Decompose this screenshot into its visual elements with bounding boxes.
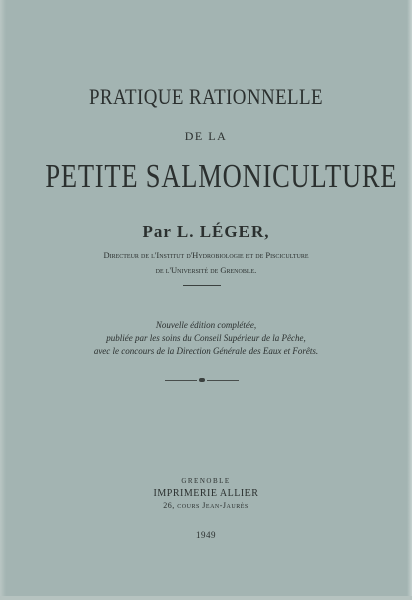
ornament-center-mark bbox=[199, 378, 205, 382]
cover-edge-bottom bbox=[0, 596, 412, 600]
publisher-city: GRENOBLE bbox=[181, 477, 231, 485]
cover-edge-right bbox=[407, 0, 412, 600]
author: Par L. LÉGER, bbox=[142, 222, 270, 241]
ornament-left-rule bbox=[165, 380, 197, 381]
title-line-1: PRATIQUE RATIONNELLE bbox=[88, 84, 324, 109]
edition-line-2: publiée par les soins du Conseil Supérieur de la Pêche, bbox=[106, 333, 306, 343]
ornament-divider bbox=[165, 377, 239, 383]
title-line-3: PETITE SALMONICULTURE bbox=[45, 158, 398, 195]
affiliation-line-1: Directeur de l'Institut d'Hydrobiologie et de Pisciculture bbox=[103, 250, 309, 260]
edition-line-3: avec le concours de la Direction Générale des Eaux et Forêts. bbox=[93, 346, 319, 356]
publisher-address: 26, cours Jean-Jaurès bbox=[163, 501, 249, 510]
divider-rule bbox=[183, 285, 221, 286]
publisher-name: IMPRIMERIE ALLIER bbox=[153, 488, 259, 499]
publication-year: 1949 bbox=[196, 530, 216, 540]
edition-note bbox=[0, 319, 412, 358]
cover-edge-left bbox=[0, 0, 6, 600]
edition-line-1: Nouvelle édition complétée, bbox=[155, 320, 257, 330]
title-line-2: DE LA bbox=[184, 129, 228, 143]
affiliation-line-2: de l'Université de Grenoble. bbox=[155, 265, 257, 275]
author-affiliation bbox=[0, 248, 412, 278]
ornament-right-rule bbox=[207, 380, 239, 381]
